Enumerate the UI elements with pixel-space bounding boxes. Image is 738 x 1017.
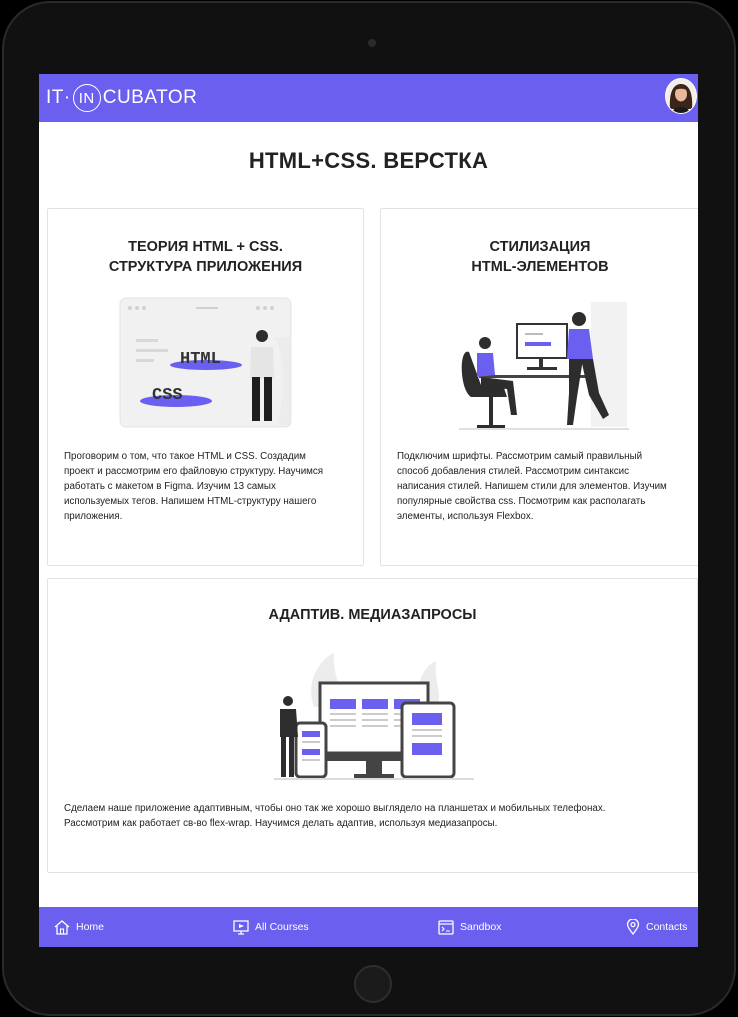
page-title: HTML+CSS. ВЕРСТКА (248, 148, 489, 173)
illustration-html-css (118, 297, 293, 429)
nav-label: All Courses (255, 921, 309, 933)
app-screen (39, 74, 698, 947)
course-card-html-styling[interactable] (380, 208, 698, 566)
card-title-line: HTML-ЭЛЕМЕНТОВ (471, 259, 609, 275)
logo[interactable] (46, 84, 197, 112)
nav-label: Contacts (646, 921, 688, 933)
camera (368, 39, 376, 47)
card-title-line: ТЕОРИЯ HTML + CSS. (128, 239, 283, 255)
app-header (39, 74, 698, 122)
card-title (48, 237, 363, 277)
logo-text-left: IT· (46, 87, 71, 108)
logo-circle: IN (73, 84, 101, 112)
device-home-button[interactable] (354, 965, 392, 1003)
card-title-line: СТРУКТУРА ПРИЛОЖЕНИЯ (108, 259, 303, 275)
nav-item-contacts[interactable] (626, 907, 687, 947)
home-icon (54, 920, 70, 935)
courses-icon (233, 920, 249, 935)
card-description (64, 449, 354, 524)
text-line: популярные свойства css. Посмотрим как располагать (397, 496, 646, 507)
text-line: Проговорим о том, что такое HTML и CSS. Создадим (64, 451, 306, 462)
sandbox-icon (438, 920, 454, 935)
nav-label: Home (76, 921, 105, 933)
text-line: проект и рассмотрим его файловую структуру. Научимся (64, 466, 324, 477)
nav-item-all-courses[interactable] (233, 907, 309, 947)
nav-label: Sandbox (460, 921, 502, 933)
card-title-line: АДАПТИВ. МЕДИАЗАПРОСЫ (268, 607, 477, 623)
illustration-styling (459, 297, 629, 432)
course-card-html-css-theory[interactable] (47, 208, 364, 566)
card-title (381, 237, 698, 277)
text-line: Подключим шрифты. Рассмотрим самый правильный (397, 451, 643, 462)
course-card-adaptive[interactable] (47, 578, 698, 873)
text-line: используемых тегов. Напишем HTML-структуру нашего (64, 496, 317, 507)
avatar-image (666, 79, 696, 113)
text-line: написания стилей. Напишем стили для элементов. Изучим (397, 481, 667, 492)
card-title-line: СТИЛИЗАЦИЯ (489, 239, 591, 255)
text-line: приложения. (64, 511, 123, 522)
card-description (397, 449, 692, 524)
html-label: HTML (180, 350, 221, 369)
css-label: CSS (152, 386, 183, 405)
logo-text-right: CUBATOR (102, 87, 198, 108)
location-pin-icon (626, 919, 640, 935)
text-line: элементы, используя Flexbox. (397, 511, 534, 522)
avatar[interactable] (665, 78, 697, 114)
nav-item-sandbox[interactable] (438, 907, 501, 947)
text-line: работать с макетом в Figma. Изучим 13 самых (64, 481, 276, 492)
illustration-adaptive (274, 647, 474, 782)
nav-item-home[interactable] (54, 907, 104, 947)
text-line: способ добавления стилей. Рассмотрим синтаксис (397, 466, 629, 477)
card-description (64, 801, 684, 831)
text-line: Сделаем наше приложение адаптивным, чтобы оно так же хорошо выглядело на планшетах и мобильных телефонах. (64, 803, 606, 814)
card-title (48, 605, 697, 625)
bottom-nav (39, 907, 698, 947)
text-line: Рассмотрим как работает св-во flex-wrap. Научимся делать адаптив, используя медиазапросы. (64, 818, 498, 829)
